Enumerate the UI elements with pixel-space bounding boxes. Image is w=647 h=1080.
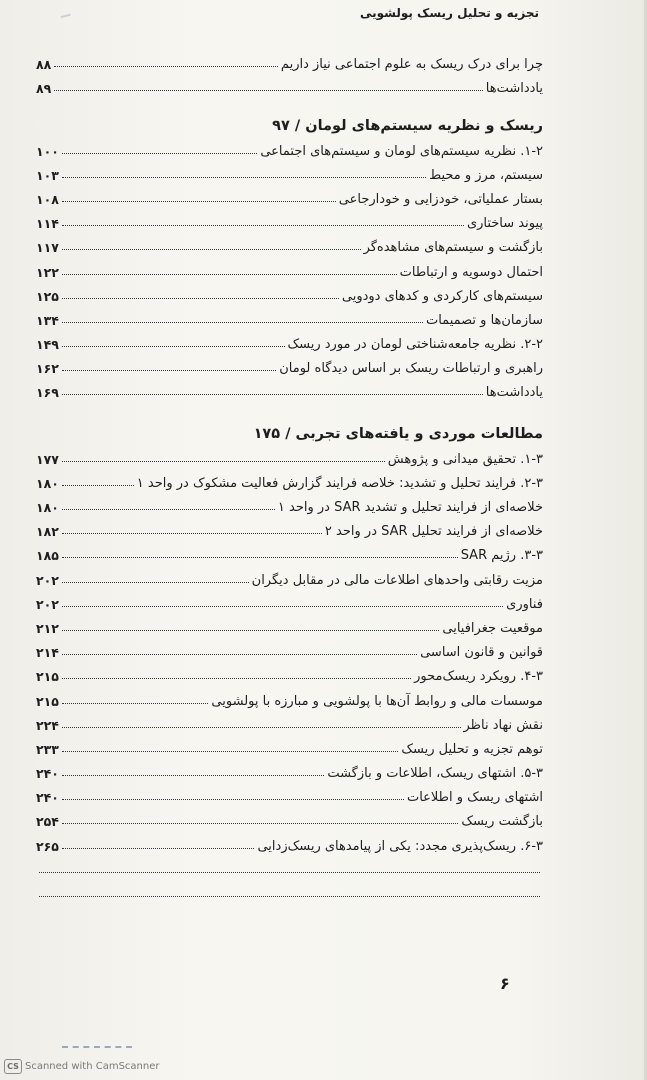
toc-entry: چرا برای درک ریسک به علوم اجتماعی نیاز داریم ۸۸	[36, 57, 543, 73]
toc-entry: موسسات مالی و روابط آن‌ها با پولشویی و مبارزه با پولشویی ۲۱۵	[36, 693, 543, 709]
scanner-watermark	[4, 1059, 160, 1074]
toc-entry: ۲-۳. فرایند تحلیل و تشدید: خلاصه فرایند گزارش فعالیت مشکوک در واحد ۱ ۱۸۰	[36, 475, 543, 491]
toc-entry: یادداشت‌ها ۱۶۹	[36, 385, 543, 401]
toc-entry: نقش نهاد ناظر ۲۲۴	[36, 717, 543, 733]
camscanner-logo-icon: CS	[4, 1059, 22, 1074]
toc-entry: اشتهای ریسک و اطلاعات ۲۴۰	[36, 790, 543, 806]
toc-entry: ۴-۳. رویکرد ریسک‌محور ۲۱۵	[36, 669, 543, 685]
toc-entry: احتمال دوسویه و ارتباطات ۱۲۲	[36, 264, 543, 280]
running-head: تجزیه و تحلیل ریسک پولشویی	[359, 6, 539, 20]
toc-entry: پیوند ساختاری ۱۱۴	[36, 216, 543, 232]
toc-entry: راهبری و ارتباطات ریسک بر اساس دیدگاه لومان ۱۶۲	[36, 361, 543, 377]
toc-entry: بستار عملیاتی، خودزایی و خودارجاعی ۱۰۸	[36, 191, 543, 207]
toc-entry: یادداشت‌ها ۸۹	[36, 81, 543, 97]
toc-entry: موقعیت جغرافیایی ۲۱۲	[36, 620, 543, 636]
toc-entry: سازمان‌ها و تصمیمات ۱۳۴	[36, 312, 543, 328]
toc-entry: ۶-۳. ریسک‌پذیری مجدد: یکی از پیامدهای ریسک‌زدایی ۲۶۵	[36, 838, 543, 854]
table-of-contents	[36, 48, 543, 902]
toc-entry: توهم تجزیه و تحلیل ریسک ۲۳۳	[36, 741, 543, 757]
ink-stamp	[62, 1046, 132, 1054]
toc-entry: سیستم‌های کارکردی و کدهای دودویی ۱۲۵	[36, 288, 543, 304]
toc-entry: بازگشت و سیستم‌های مشاهده‌گر ۱۱۷	[36, 240, 543, 256]
toc-entry: ۵-۳. اشتهای ریسک، اطلاعات و بازگشت ۲۴۰	[36, 766, 543, 782]
toc-entry: قوانین و قانون اساسی ۲۱۴	[36, 645, 543, 661]
toc-entry	[36, 878, 543, 902]
scan-mark	[59, 9, 70, 18]
toc-entry: ۲-۲. نظریه جامعه‌شناختی لومان در مورد ریسک ۱۴۹	[36, 337, 543, 353]
toc-entry: بازگشت ریسک ۲۵۴	[36, 814, 543, 830]
page-number: ۶	[500, 974, 510, 993]
toc-entry: خلاصه‌ای از فرایند تحلیل و تشدید SAR در واحد ۱ ۱۸۰	[36, 500, 543, 515]
toc-entry: ۱-۲. نظریه سیستم‌های لومان و سیستم‌های اجتماعی ۱۰۰	[36, 143, 543, 159]
toc-entry: سیستم، مرز و محیط ۱۰۳	[36, 167, 543, 183]
toc-entry	[36, 854, 543, 878]
toc-entry: خلاصه‌ای از فرایند تحلیل SAR در واحد ۲ ۱۸۲	[36, 524, 543, 540]
watermark-text: Scanned with CamScanner	[25, 1061, 160, 1072]
toc-entry: فناوری ۲۰۲	[36, 596, 543, 612]
toc-entry: مزیت رقابتی واحدهای اطلاعات مالی در مقابل دیگران ۲۰۲	[36, 572, 543, 588]
toc-entry: ۳-۳. رژیم SAR ۱۸۵	[36, 548, 543, 564]
section-heading: ریسک و نظریه سیستم‌های لومان / ۹۷	[272, 118, 543, 135]
toc-entry: ۱-۳. تحقیق میدانی و پژوهش ۱۷۷	[36, 451, 543, 467]
section-heading: مطالعات موردی و یافته‌های تجربی / ۱۷۵	[253, 426, 543, 443]
